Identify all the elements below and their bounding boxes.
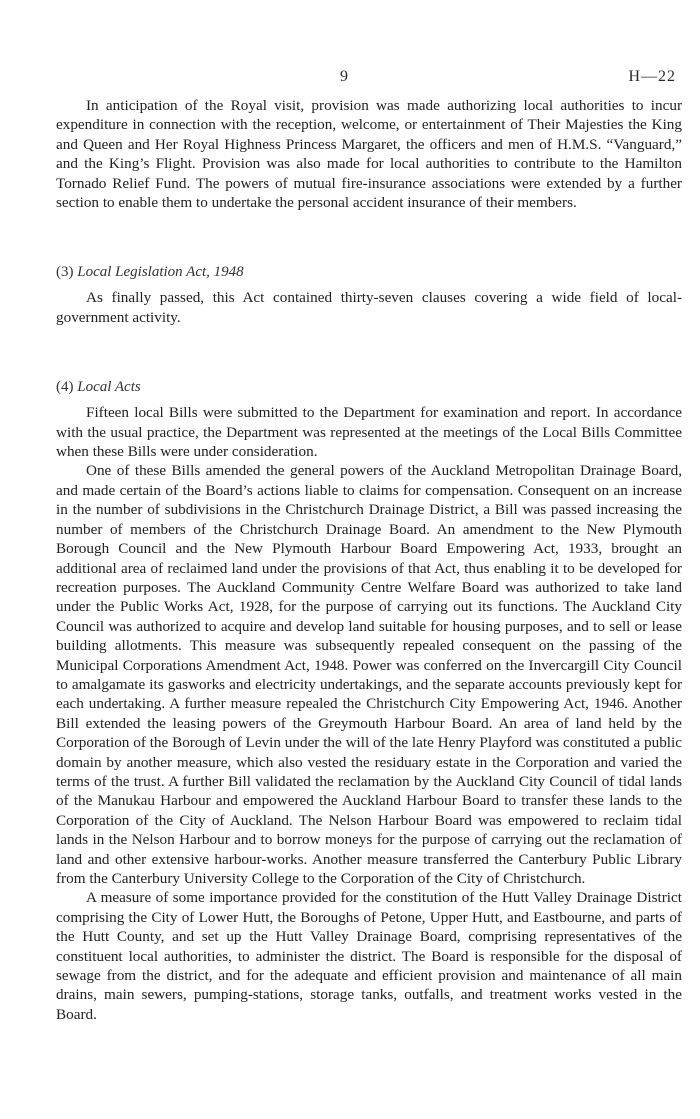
intro-paragraph: In anticipation of the Royal visit, provision was made authorizing local authorities to incur expenditure in connection with the reception, welcome, or entertainment of Their Majesties the King and Queen and Her Royal Highness Princess Margaret, the officers and men of H.M.S. “Vanguard,” and the King’s Flight. Provision was also made for local authorities to contribute to the Hamilton Tornado Relief Fund. The powers of mutual fire-insurance associations were extended by a further section to enable them to undertake the personal accident insurance of their members.: [56, 97, 682, 212]
page-body: [56, 96, 682, 1024]
section-paragraph: One of these Bills amended the general powers of the Auckland Metropolitan Drainage Board, and made certain of the Board’s actions liable to claims for compensation. Consequent on an increase in the number of subdivisions in the Christchurch Drainage District, a Bill was passed increasing the number of members of the Christchurch Drainage Board. An amendment to the New Plymouth Borough Council and the New Plymouth Harbour Board Empowering Act, 1933, brought an additional area of reclaimed land under the provisions of that Act, thus enabling it to be developed for recreation purposes. The Auckland Community Centre Welfare Board was authorized to take land under the Public Works Act, 1928, for the purpose of carrying out its functions. The Auckland City Council was authorized to acquire and develop land suitable for housing purposes, and to sell or lease building allotments. This measure was subsequently repealed consequent on the passing of the Municipal Corporations Amendment Act, 1948. Power was conferred on the Invercargill City Council to amalgamate its gasworks and electricity undertakings, and the separate accounts previously kept for each undertaking. A further measure repealed the Christchurch City Empowering Act, 1946. Another Bill extended the leasing powers of the Greymouth Harbour Board. An area of land held by the Corporation of the Borough of Levin under the will of the late Henry Playford was constituted a public domain by another measure, which also vested the residuary estate in the Corporation and varied the terms of the trust. A further Bill validated the reclamation by the Auckland City Council of tidal lands of the Manukau Harbour and empowered the Auckland Harbour Board to transfer these lands to the Corporation of the City of Auckland. The Nelson Harbour Board was empowered to reclaim tidal lands in the Nelson Harbour and to borrow moneys for the purpose of carrying out the reclamation of land and other extensive harbour-works. Another measure transferred the Canterbury Public Library from the Canterbury University College to the Corporation of the City of Christchurch.: [56, 462, 682, 887]
section-title: Local Acts: [77, 379, 141, 396]
section-paragraph: Fifteen local Bills were submitted to the Department for examination and report. In accordance with the usual practice, the Department was represented at the meetings of the Local Bills Committee when these Bills were under consideration.: [56, 404, 682, 461]
section-number: (3): [56, 264, 74, 281]
section-paragraph: A measure of some importance provided for the constitution of the Hutt Valley Drainage District comprising the City of Lower Hutt, the Boroughs of Petone, Upper Hutt, and Eastbourne, and parts of the Hutt County, and set up the Hutt Valley Drainage Board, comprising representatives of the constituent local authorities, to administer the district. The Board is responsible for the disposal of sewage from the district, and for the adequate and efficient provision and maintenance of all main drains, main sewers, pumping-stations, storage tanks, outfalls, and treatment works vested in the Board.: [56, 889, 682, 1023]
section-number: (4): [56, 379, 74, 396]
section-local-legislation-act: [56, 262, 682, 327]
section-heading: [56, 377, 682, 397]
page-number: 9: [340, 68, 349, 85]
section-paragraph: As finally passed, this Act contained thirty-seven clauses covering a wide field of local-government activity.: [56, 289, 682, 326]
section-local-acts: [56, 377, 682, 1024]
section-heading: [56, 262, 682, 282]
document-reference: H—22: [628, 68, 676, 85]
section-title: Local Legislation Act, 1948: [77, 264, 244, 281]
